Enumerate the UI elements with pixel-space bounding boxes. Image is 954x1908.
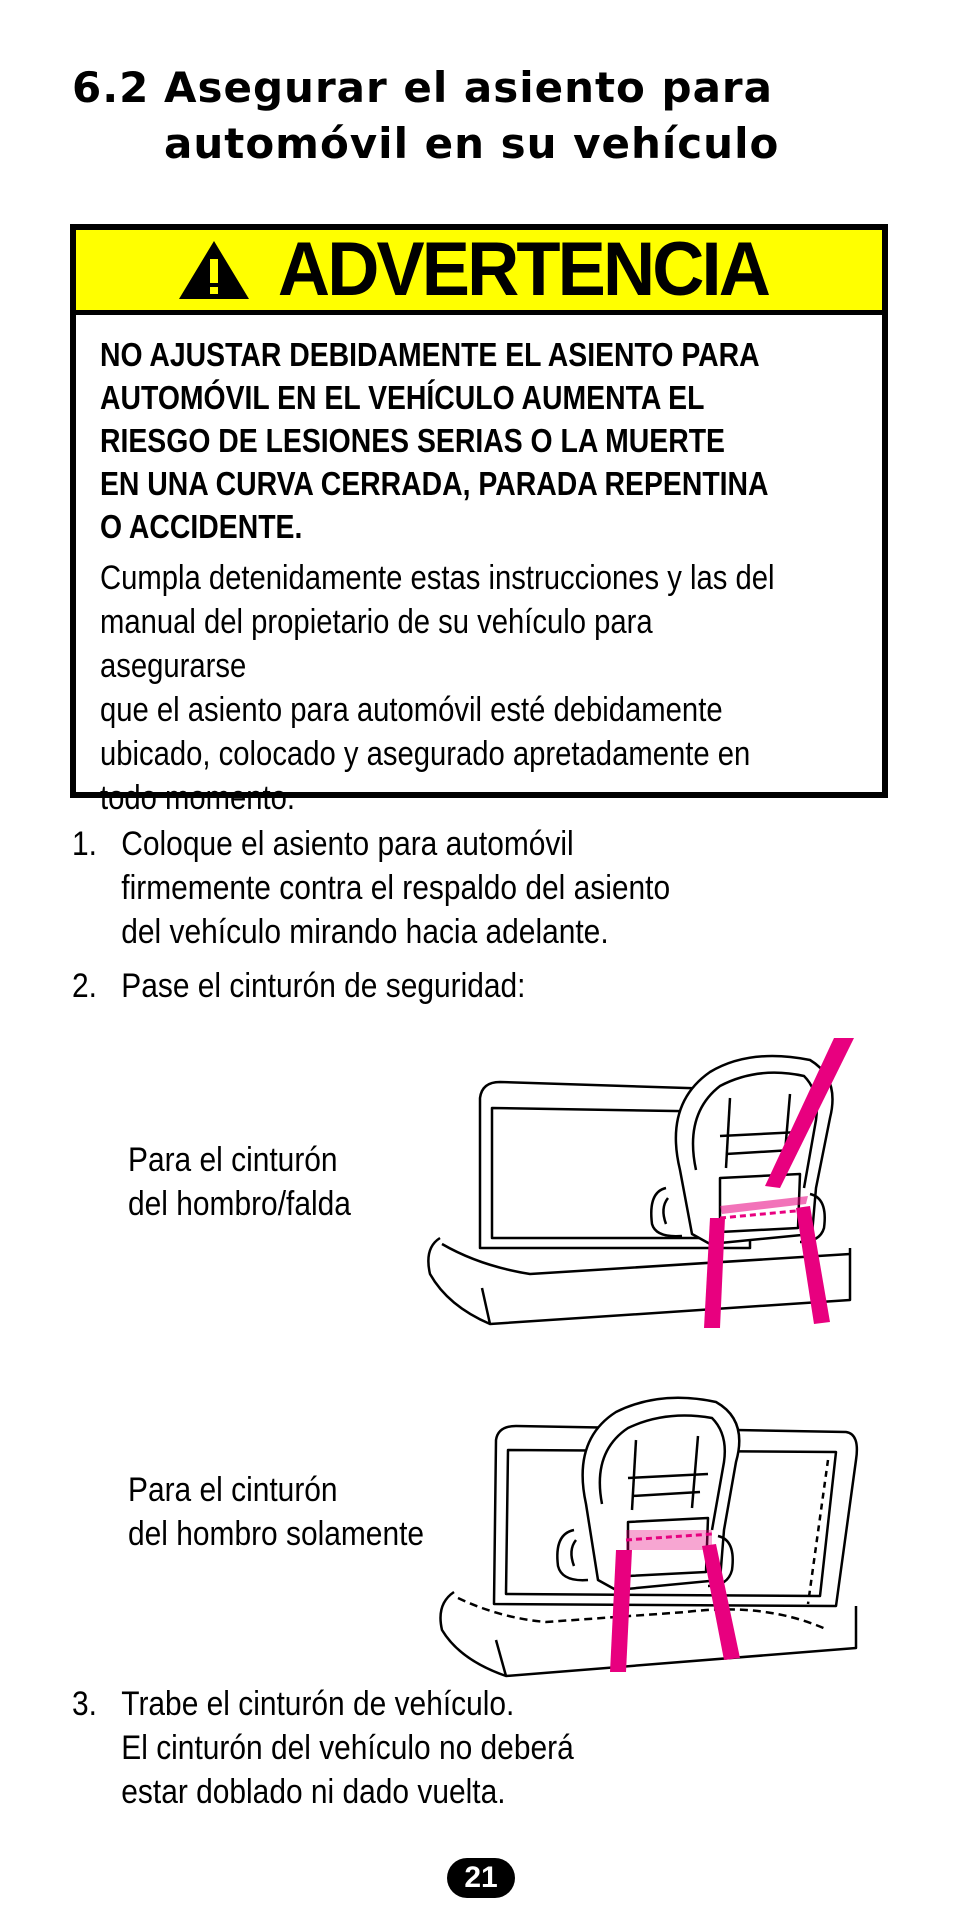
caption-line: Para el cinturón	[128, 1471, 338, 1509]
step-line: firmemente contra el respaldo del asiento	[121, 869, 671, 907]
warning-bold-line: RIESGO DE LESIONES SERIAS O LA MUERTE	[100, 422, 725, 459]
car-seat-shoulder-lap-belt-illustration	[420, 1038, 860, 1338]
step-number: 2.	[72, 967, 97, 1005]
warning-text-line: Cumpla detenidamente estas instrucciones y las del	[100, 559, 775, 597]
warning-text-line: manual del propietario de su vehículo para asegurarse	[100, 603, 653, 685]
step-line: El cinturón del vehículo no deberá	[121, 1729, 574, 1767]
warning-instructions	[100, 556, 805, 820]
step-line: del vehículo mirando hacia adelante.	[121, 913, 609, 951]
warning-text-line: todo momento.	[100, 779, 296, 817]
warning-body	[76, 315, 882, 820]
warning-header	[76, 227, 882, 315]
section-title-line2: automóvil en su vehículo	[164, 119, 780, 168]
warning-text-line: que el asiento para automóvil esté debidamente	[100, 691, 723, 729]
figure-caption-shoulder-only	[128, 1468, 445, 1556]
page-number: 21	[447, 1858, 515, 1898]
warning-bold-text	[100, 333, 822, 548]
caption-line: Para el cinturón	[128, 1141, 338, 1179]
warning-bold-line: NO AJUSTAR DEBIDAMENTE EL ASIENTO PARA	[100, 336, 760, 373]
warning-box	[70, 224, 888, 817]
car-seat-shoulder-only-belt-illustration	[436, 1390, 866, 1680]
step-3	[72, 1682, 790, 1814]
step-1	[72, 822, 790, 954]
step-number: 1.	[72, 825, 97, 863]
section-title	[72, 60, 779, 172]
figure-caption-shoulder-lap	[128, 1138, 445, 1226]
section-title-line1: Asegurar el asiento para	[164, 63, 773, 112]
caption-line: del hombro solamente	[128, 1515, 425, 1553]
warning-text-line: ubicado, colocado y asegurado apretadamente en	[100, 735, 751, 773]
step-line: estar doblado ni dado vuelta.	[121, 1773, 506, 1811]
step-line: Coloque el asiento para automóvil	[121, 825, 574, 863]
warning-title: ADVERTENCIA	[277, 227, 769, 312]
warning-triangle-icon	[177, 239, 251, 301]
section-number: 6.2	[72, 63, 150, 112]
step-number: 3.	[72, 1685, 97, 1723]
warning-bold-line: O ACCIDENTE.	[100, 508, 303, 545]
warning-bold-line: EN UNA CURVA CERRADA, PARADA REPENTINA	[100, 465, 769, 502]
caption-line: del hombro/falda	[128, 1185, 351, 1223]
step-2	[72, 964, 790, 1008]
warning-bold-line: AUTOMÓVIL EN EL VEHÍCULO AUMENTA EL	[100, 379, 705, 416]
step-line: Trabe el cinturón de vehículo.	[121, 1685, 515, 1723]
step-line: Pase el cinturón de seguridad:	[121, 967, 526, 1005]
